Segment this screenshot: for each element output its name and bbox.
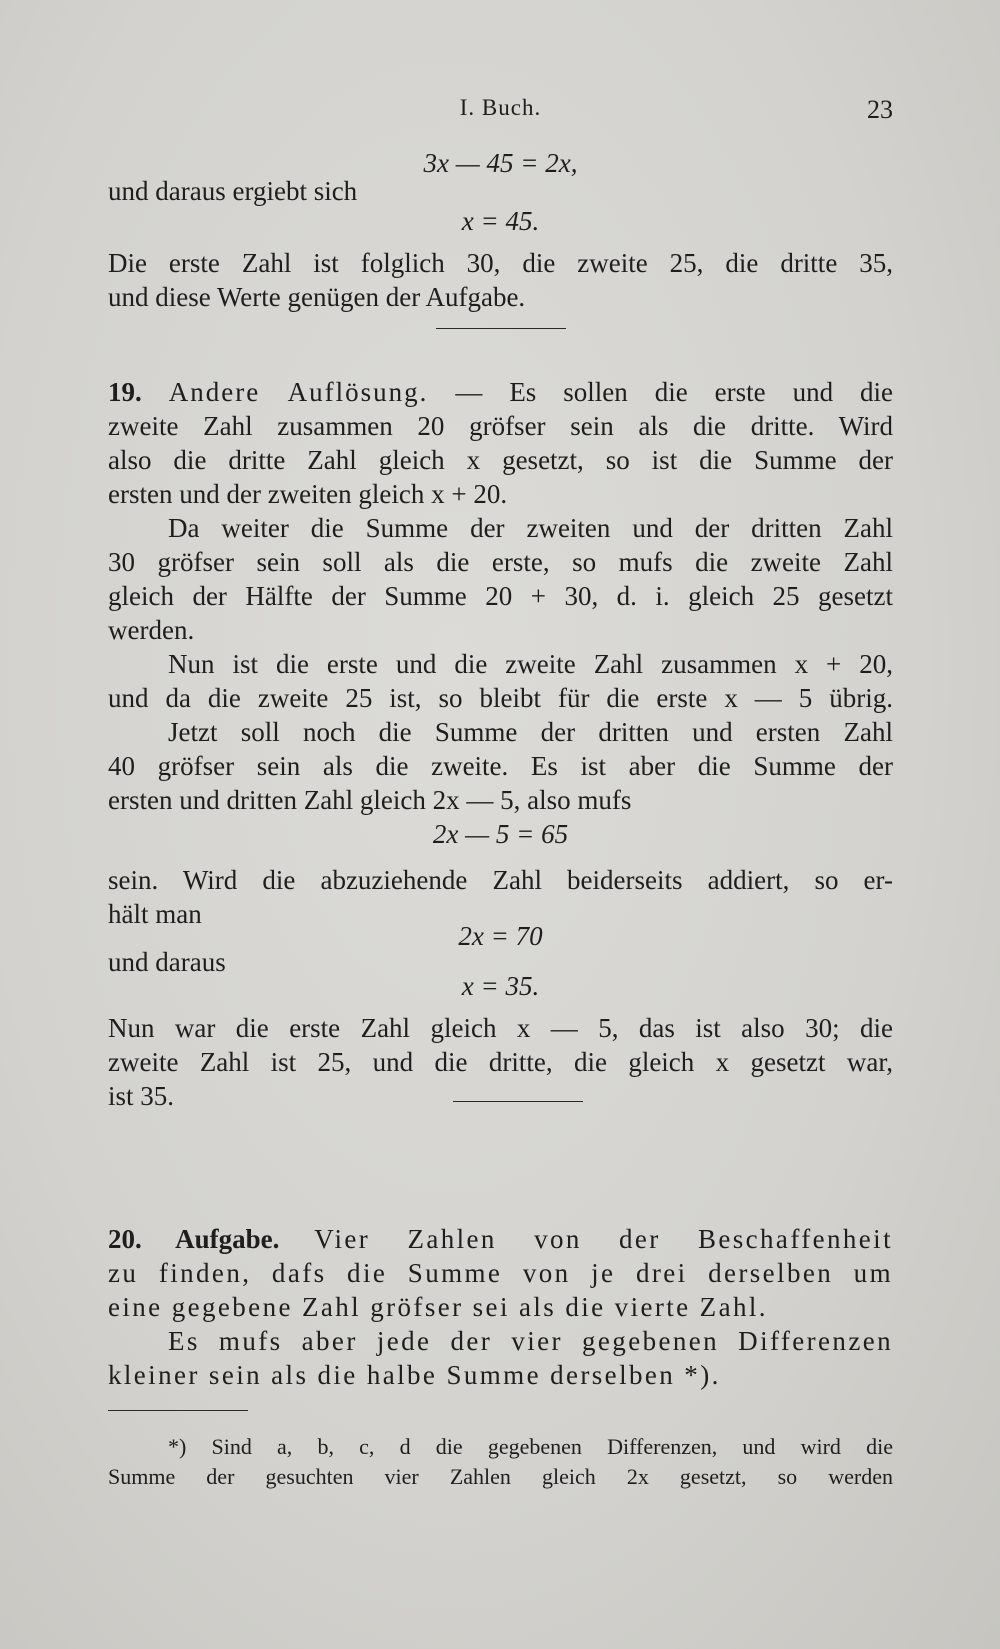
text-line: Die erste Zahl ist folglich 30, die zweite 25, die dritte 35, bbox=[108, 248, 893, 278]
text-line: Jetzt soll noch die Summe der dritten und ersten Zahl bbox=[168, 717, 893, 747]
equation: x = 45. bbox=[461, 206, 540, 236]
footnote-line: Summe der gesuchten vier Zahlen gleich 2x gesetzt, so werden bbox=[108, 1464, 893, 1489]
text-line: Es mufs aber jede der vier gegebenen Differenzen bbox=[168, 1326, 893, 1356]
equation: 3x — 45 = 2x, bbox=[423, 148, 578, 178]
text-line: Nun war die erste Zahl gleich x — 5, das ist also 30; die bbox=[108, 1013, 893, 1043]
text-line: und daraus ergiebt sich bbox=[108, 176, 358, 206]
text-line: Nun ist die erste und die zweite Zahl zusammen x + 20, bbox=[168, 649, 893, 679]
text-line: zweite Zahl zusammen 20 gröfser sein als die dritte. Wird bbox=[108, 411, 893, 441]
section-19 bbox=[108, 375, 894, 1111]
running-head: I. Buch. bbox=[459, 95, 542, 120]
text-line: also die dritte Zahl gleich x gesetzt, so ist die Summe der bbox=[108, 445, 893, 475]
footnote-rule bbox=[108, 1410, 248, 1411]
section-heading-line bbox=[108, 1222, 893, 1256]
footnote bbox=[108, 1432, 893, 1492]
text-line: werden. bbox=[108, 615, 195, 645]
section-number: 20. Aufgabe. bbox=[108, 1224, 280, 1254]
section-divider bbox=[453, 1101, 583, 1102]
section-divider bbox=[436, 328, 566, 329]
text-fragment: Vier Zahlen von der Beschaffenheit bbox=[314, 1224, 893, 1254]
page-number: 23 bbox=[867, 95, 893, 124]
equation: x = 35. bbox=[461, 971, 540, 1001]
section-number: 19. bbox=[108, 377, 142, 407]
text-line: 40 gröfser sein als die zweite. Es ist aber die Summe der bbox=[108, 751, 893, 781]
equation: 2x — 5 = 65 bbox=[432, 819, 569, 849]
text-line: zu finden, dafs die Summe von je drei derselben um bbox=[108, 1258, 893, 1288]
text-fragment: — Es sollen die erste und die bbox=[455, 377, 894, 407]
text-line: und daraus bbox=[108, 947, 226, 977]
equation: 2x = 70 bbox=[458, 921, 543, 951]
section-heading-line bbox=[108, 375, 893, 409]
text-line: und diese Werte genügen der Aufgabe. bbox=[108, 282, 526, 312]
page-header bbox=[108, 95, 893, 129]
footnote-line: *) Sind a, b, c, d die gegebenen Differenzen, und wird die bbox=[168, 1434, 893, 1459]
section-20 bbox=[108, 1222, 893, 1411]
intro-block bbox=[108, 146, 893, 329]
text-line: zweite Zahl ist 25, und die dritte, die gleich x gesetzt war, bbox=[108, 1047, 893, 1077]
text-line: kleiner sein als die halbe Summe derselben *). bbox=[108, 1360, 721, 1390]
text-line: gleich der Hälfte der Summe 20 + 30, d. i. gleich 25 gesetzt bbox=[108, 581, 893, 611]
text-line: sein. Wird die abzuziehende Zahl beiderseits addiert, so er- bbox=[108, 865, 893, 895]
text-line: hält man bbox=[108, 899, 202, 929]
section-title: Andere Auflösung. bbox=[168, 377, 429, 407]
text-line: ersten und dritten Zahl gleich 2x — 5, also mufs bbox=[108, 785, 632, 815]
text-line: eine gegebene Zahl gröfser sei als die vierte Zahl. bbox=[108, 1292, 768, 1322]
text-line: ersten und der zweiten gleich x + 20. bbox=[108, 479, 508, 509]
text-line: ist 35. bbox=[108, 1081, 175, 1111]
text-line: und da die zweite 25 ist, so bleibt für die erste x — 5 übrig. bbox=[108, 683, 893, 713]
text-line: Da weiter die Summe der zweiten und der dritten Zahl bbox=[168, 513, 893, 543]
text-line: 30 gröfser sein soll als die erste, so mufs die zweite Zahl bbox=[108, 547, 893, 577]
